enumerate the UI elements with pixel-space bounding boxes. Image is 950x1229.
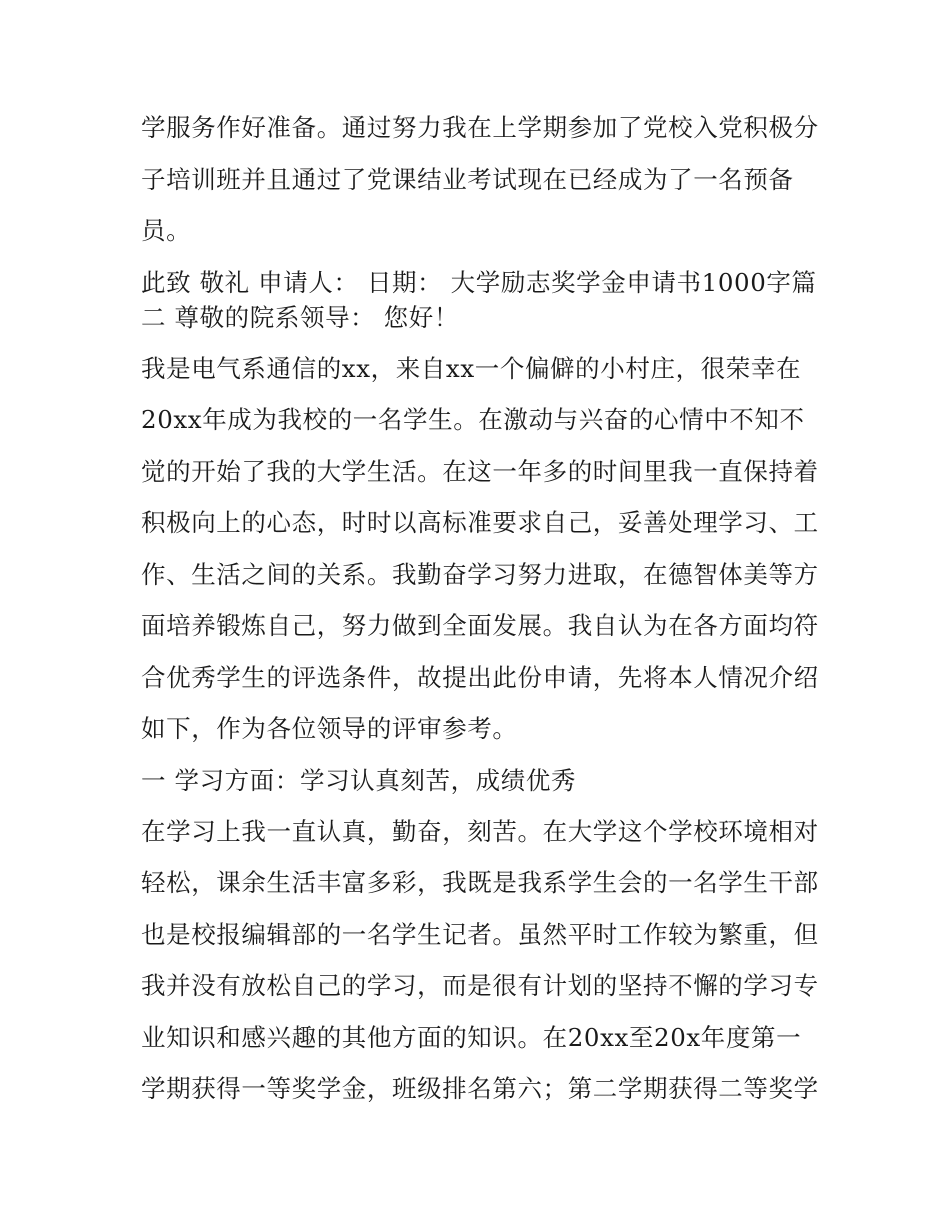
document-body [141,102,821,1115]
text-line: 合优秀学生的评选条件，故提出此份申请，先将本人情况介绍 [141,662,819,692]
text-line: 在学习上我一直认真，勤奋，刻苦。在大学这个学校环境相对 [141,816,819,846]
text-line: 作、生活之间的关系。我勤奋学习努力进取，在德智体美等方 [141,559,819,589]
text-line: 二 尊敬的院系领导： 您好！ [141,302,459,332]
text-line: 面培养锻炼自己，努力做到全面发展。我自认为在各方面均符 [141,611,819,640]
text-line: 学服务作好准备。通过努力我在上学期参加了党校入党积极分 [141,113,819,142]
text-line: 此致 敬礼 申请人： 日期： 大学励志奖学金申请书1000字篇 [141,267,817,297]
text-line: 我是电气系通信的xx，来自xx一个偏僻的小村庄，很荣幸在 [141,353,802,383]
text-line: 如下，作为各位领导的评审参考。 [141,714,518,743]
text-line: 学期获得一等奖学金，班级排名第六；第二学期获得二等奖学 [141,1074,819,1103]
text-line: 也是校报编辑部的一名学生记者。虽然平时工作较为繁重，但 [141,919,819,949]
text-line: 子培训班并且通过了党课结业考试现在已经成为了一名预备 [141,164,794,194]
text-line: 20xx年成为我校的一名学生。在激动与兴奋的心情中不知不 [141,405,805,434]
section-heading: 一 学习方面：学习认真刻苦，成绩优秀 [141,765,577,795]
text-line: 员。 [141,216,192,245]
text-line: 轻松，课余生活丰富多彩，我既是我系学生会的一名学生干部 [141,868,819,897]
text-line: 我并没有放松自己的学习，而是很有计划的坚持不懈的学习专 [141,971,819,1000]
text-line: 觉的开始了我的大学生活。在这一年多的时间里我一直保持着 [141,456,819,486]
text-line: 积极向上的心态，时时以高标准要求自己，妥善处理学习、工 [141,508,819,537]
text-line: 业知识和感兴趣的其他方面的知识。在20xx至20x年度第一 [141,1022,802,1052]
